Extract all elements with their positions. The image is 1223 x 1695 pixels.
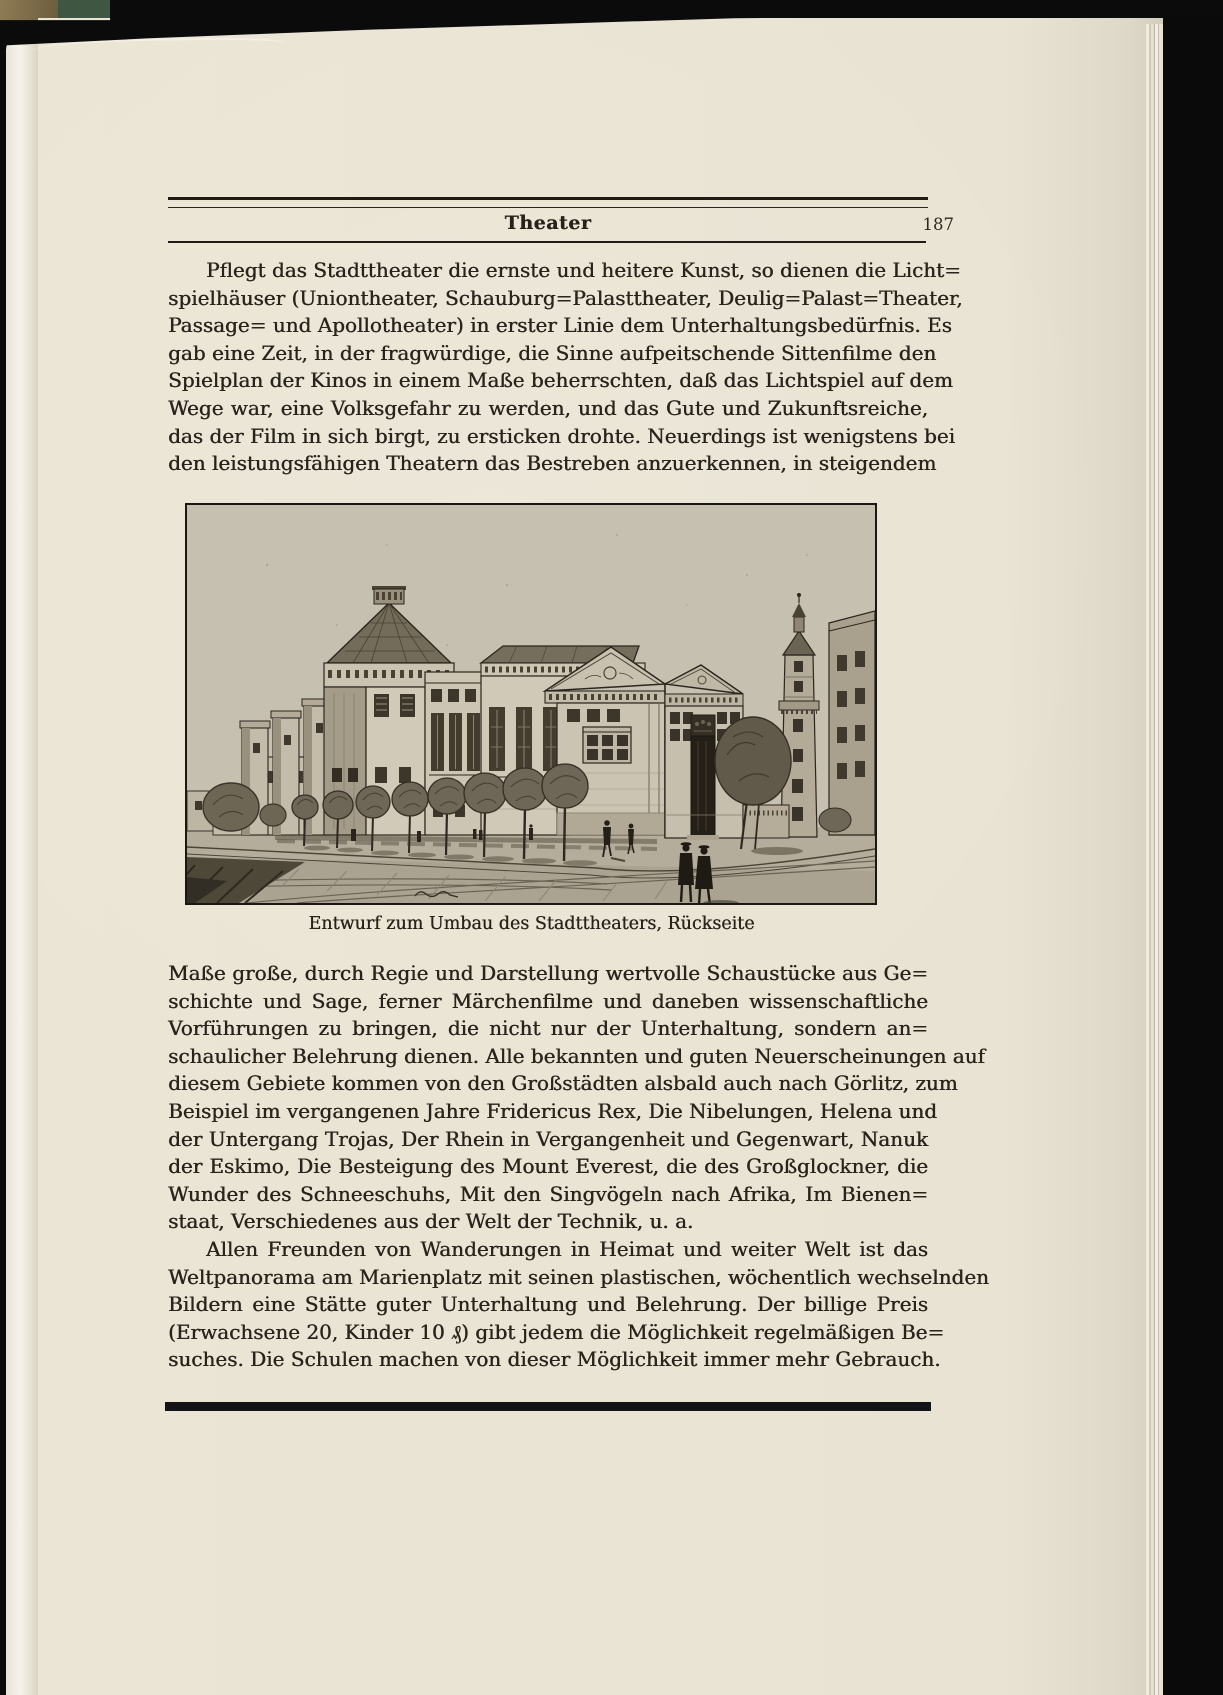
street-building-right bbox=[829, 611, 875, 835]
running-head bbox=[168, 212, 954, 238]
text-line: Maße große, durch Regie und Darstellung wertvolle Schaustücke aus Ge= bbox=[168, 961, 928, 985]
stadttheater-illustration bbox=[185, 503, 877, 905]
paragraph-1 bbox=[168, 257, 963, 478]
text-line: Wunder des Schneeschuhs, Mit den Singvögeln nach Afrika, Im Bienen= bbox=[168, 1181, 928, 1206]
text-line: suches. Die Schulen machen von dieser Möglichkeit immer mehr Gebrauch. bbox=[168, 1347, 941, 1372]
paragraph-2 bbox=[168, 960, 985, 1236]
text-line: staat, Verschiedenes aus der Welt der Technik, u. a. bbox=[168, 1209, 694, 1234]
header-rule-bottom bbox=[168, 241, 926, 243]
page-fore-edge bbox=[6, 34, 40, 1695]
text-line: Spielplan der Kinos in einem Maße beherrschten, daß das Lichtspiel auf dem bbox=[168, 368, 953, 393]
figure bbox=[185, 503, 878, 934]
text-line: Wege war, eine Volksgefahr zu werden, und das Gute und Zukunftsreiche, bbox=[168, 395, 928, 420]
text-line: Allen Freunden von Wanderungen in Heimat und weiter Welt ist das bbox=[206, 1237, 928, 1261]
text-line: der Eskimo, Die Besteigung des Mount Everest, die des Großglockner, die bbox=[168, 1154, 928, 1179]
illustration-drawing bbox=[187, 505, 875, 903]
text-line: Beispiel im vergangenen Jahre Fridericus Rex, Die Nibelungen, Helena und bbox=[168, 1098, 937, 1123]
text-line: diesem Gebiete kommen von den Großstädten alsbald auch nach Görlitz, zum bbox=[168, 1071, 958, 1096]
text-line: Weltpanorama am Marienplatz mit seinen plastischen, wöchentlich wechselnden bbox=[168, 1264, 989, 1289]
page-number: 187 bbox=[922, 215, 954, 234]
background-right bbox=[1163, 0, 1223, 1695]
text-line: Bildern eine Stätte guter Unterhaltung und Belehrung. Der billige Preis bbox=[168, 1292, 928, 1317]
figure-caption: Entwurf zum Umbau des Stadttheaters, Rückseite bbox=[308, 914, 755, 934]
header-rule-top bbox=[168, 197, 928, 208]
text-line: gab eine Zeit, in der fragwürdige, die Sinne aufpeitschende Sittenfilme den bbox=[168, 340, 937, 365]
text-line: Passage= und Apollotheater) in erster Linie dem Unterhaltungsbedürfnis. Es bbox=[168, 313, 952, 338]
text-line: den leistungsfähigen Theatern das Bestreben anzuerkennen, in steigendem bbox=[168, 451, 937, 476]
text-line: schaulicher Belehrung dienen. Alle bekannten und guten Neuerscheinungen auf bbox=[168, 1043, 985, 1068]
paragraph-3 bbox=[168, 1236, 989, 1374]
text-line: schichte und Sage, ferner Märchenfilme und daneben wissenschaftliche bbox=[168, 988, 928, 1013]
text-line: Vorführungen zu bringen, die nicht nur der Unterhaltung, sondern an= bbox=[168, 1016, 928, 1041]
text-line: (Erwachsene 20, Kinder 10 ₰) gibt jedem die Möglichkeit regelmäßigen Be= bbox=[168, 1319, 945, 1344]
text-line: Pflegt das Stadttheater die ernste und heitere Kunst, so dienen die Licht= bbox=[206, 258, 961, 282]
footer-rule bbox=[165, 1402, 931, 1411]
text-line: spielhäuser (Uniontheater, Schauburg=Palasttheater, Deulig=Palast=Theater, bbox=[168, 285, 963, 310]
text-line: das der Film in sich birgt, zu ersticken drohte. Neuerdings ist wenigstens bei bbox=[168, 423, 955, 448]
running-head-title: Theater bbox=[504, 212, 592, 234]
text-line: der Untergang Trojas, Der Rhein in Vergangenheit und Gegenwart, Nanuk bbox=[168, 1126, 928, 1151]
page-edge-stack bbox=[1146, 24, 1164, 1695]
